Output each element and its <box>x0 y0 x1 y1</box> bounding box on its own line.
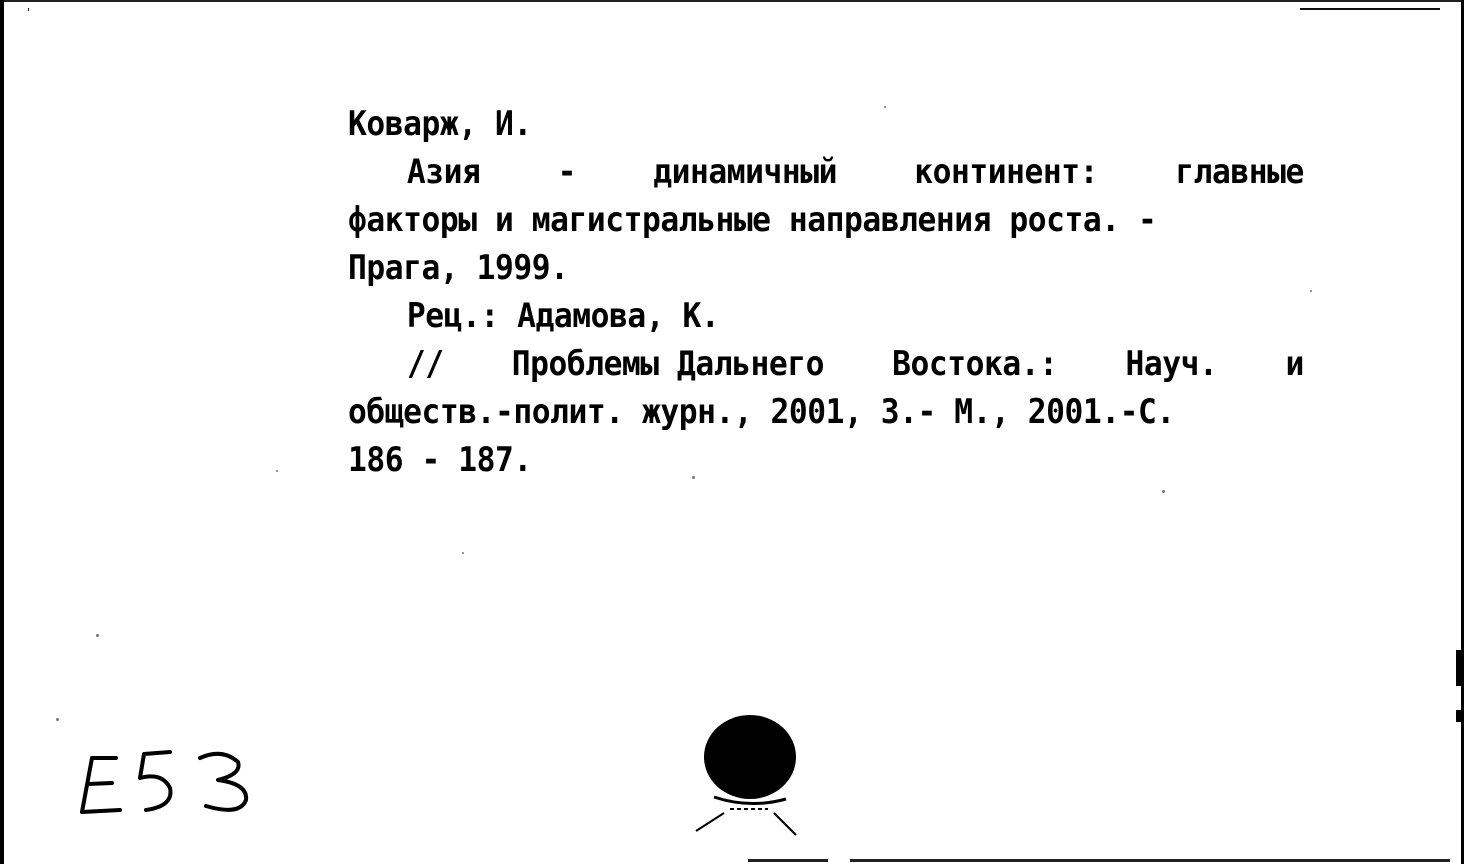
source-word: Востока.: <box>892 344 1058 384</box>
paper-speck <box>692 476 695 479</box>
paper-speck <box>462 552 464 554</box>
paper-speck <box>56 718 59 721</box>
card-bottom-line <box>748 859 828 862</box>
source-word: Науч. <box>1125 344 1218 384</box>
shelf-mark-handwritten <box>72 740 272 830</box>
title-word: - <box>557 152 577 192</box>
card-left-edge <box>0 0 4 864</box>
card-bottom-line <box>850 859 1450 862</box>
paper-speck <box>884 106 886 108</box>
card-top-dash <box>1300 8 1440 10</box>
page-range: 186 - 187. <box>348 440 532 480</box>
card-top-edge <box>0 0 1464 2</box>
publication-place-year: Прага, 1999. <box>348 248 569 288</box>
title-line-2: факторы и магистральные направления роста. - <box>348 200 1157 240</box>
paper-speck <box>276 470 278 472</box>
review-line: Рец.: Адамова, К. <box>406 296 720 336</box>
card-edge-mark <box>1456 710 1464 722</box>
author-line: Коварж, И. <box>348 104 532 144</box>
title-word: континент: <box>914 152 1098 192</box>
title-line-1 <box>348 148 1304 196</box>
source-word: Проблемы Дальнего <box>511 344 825 384</box>
bibliographic-entry <box>348 100 1304 484</box>
source-line-2: обществ.-полит. журн., 2001, 3.- М., 2001.-С. <box>348 392 1175 432</box>
card-top-dash <box>28 8 29 11</box>
source-word: и <box>1285 344 1304 384</box>
paper-speck <box>1162 490 1165 493</box>
paper-speck <box>1310 290 1312 292</box>
source-line-1 <box>348 340 1304 388</box>
title-word: главные <box>1175 152 1304 192</box>
source-word: // <box>406 344 444 384</box>
title-word: динамичный <box>653 152 837 192</box>
title-word: Азия <box>406 152 481 192</box>
paper-speck <box>96 634 99 637</box>
card-edge-mark <box>1456 650 1464 686</box>
punch-hole <box>690 705 810 845</box>
